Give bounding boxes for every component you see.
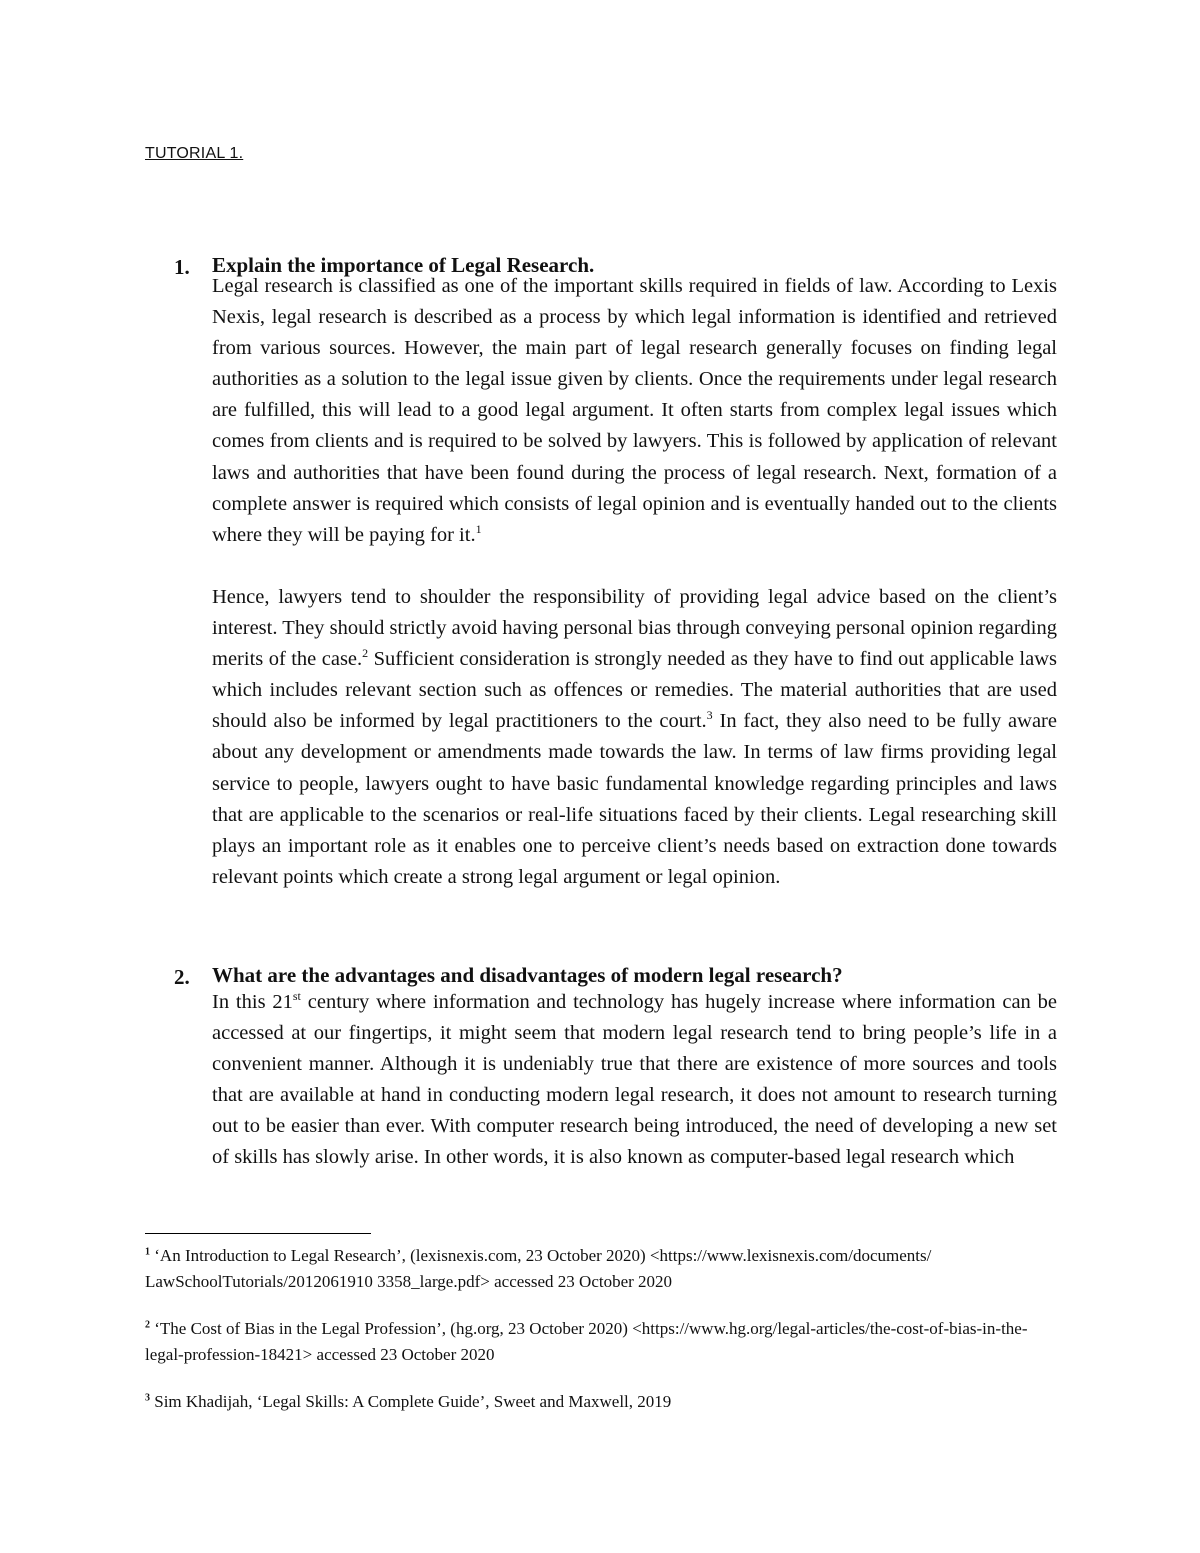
footnote-number: 1 [145,1246,150,1258]
footnote-text: ‘The Cost of Bias in the Legal Profession’, (hg.org, 23 October 2020) <https://www.hg.org/legal-articles/the-cost-of-bias-in-the-legal-profession-18421> accessed 23 October 2020 [145,1319,1028,1364]
question-1-paragraph-2 [212,582,1057,893]
question-2-paragraph-1 [212,987,1057,1174]
paragraph-text: Hence, lawyers tend to shoulder the responsibility of providing legal advice based on the client’s interest. They should strictly avoid having personal bias through conveying personal opinion regarding merits of the case. [212,586,1057,671]
footnote-number: 3 [145,1392,150,1404]
paragraph-text: Sufficient consideration is strongly needed as they have to find out applicable laws which includes relevant section such as offences or remedies. The material authorities that are used should also be informed by legal practitioners to the court. [212,648,1057,733]
footnote-ref-2: 2 [362,646,369,661]
question-2-heading: What are the advantages and disadvantages of modern legal research? [212,963,843,987]
footnote-1 [145,1243,1050,1295]
footnote-number: 2 [145,1319,150,1331]
footnote-text: Sim Khadijah, ‘Legal Skills: A Complete Guide’, Sweet and Maxwell, 2019 [150,1392,672,1411]
paragraph-text: In this 21 [212,991,293,1013]
question-1-number: 1. [174,255,190,279]
question-1-paragraph-1 [212,271,1057,551]
question-1-heading: Explain the importance of Legal Research. [212,253,595,277]
footnote-separator [145,1233,371,1234]
footnote-text: ‘An Introduction to Legal Research’, (lexisnexis.com, 23 October 2020) <https://www.lexisnexis.com/documents/ LawSchoolTutorials/2012061910 3358_large.pdf> accessed 23 October 2020 [145,1246,932,1291]
footnote-ref-1: 1 [475,521,482,536]
document-title: TUTORIAL 1. [145,145,244,162]
ordinal-suffix: st [292,989,301,1004]
footnote-ref-3: 3 [706,708,713,723]
paragraph-text: Legal research is classified as one of the important skills required in fields of law. According to Lexis Nexis, legal research is described as a process by which legal information is identified and retrieved from various sources. However, the main part of legal research generally focuses on finding legal authorities as a solution to the legal issue given by clients. Once the requirements under legal research are fulfilled, this will lead to a good legal argument. It often starts from complex legal issues which comes from clients and is required to be solved by lawyers. This is followed by application of relevant laws and authorities that have been found during the process of legal research. Next, formation of a complete answer is required which consists of legal opinion and is eventually handed out to the clients where they will be paying for it. [212,275,1057,546]
question-2-number: 2. [174,965,190,989]
footnote-3 [145,1389,1050,1415]
footnote-2 [145,1316,1050,1368]
paragraph-text: century where information and technology has hugely increase where information can be accessed at our fingertips, it might seem that modern legal research tend to bring people’s life in a convenient manner. Although it is undeniably true that there are existence of more sources and tools that are available at hand in conducting modern legal research, it does not amount to research turning out to be easier than ever. With computer research being introduced, the need of developing a new set of skills has slowly arise. In other words, it is also known as computer-based legal research which [212,991,1057,1169]
paragraph-text: In fact, they also need to be fully aware about any development or amendments made towards the law. In terms of law firms providing legal service to people, lawyers ought to have basic fundamental knowledge regarding principles and laws that are applicable to the scenarios or real-life situations faced by their clients. Legal researching skill plays an important role as it enables one to perceive client’s needs based on extraction done towards relevant points which create a strong legal argument or legal opinion. [212,710,1057,888]
